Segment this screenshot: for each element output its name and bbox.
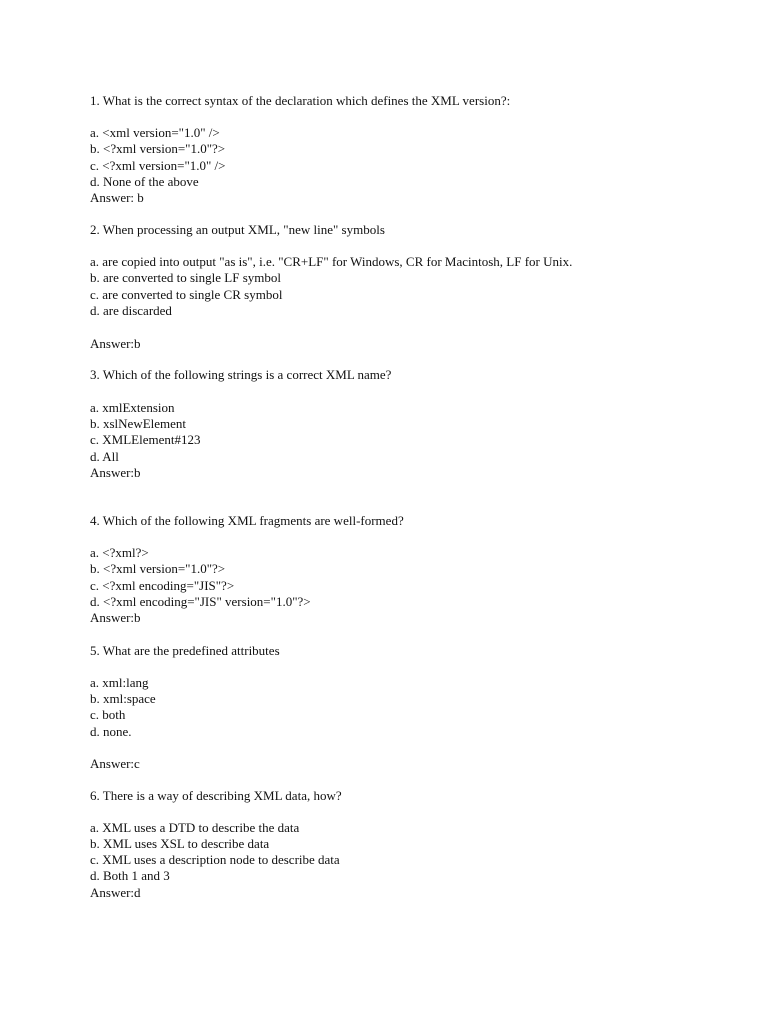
- question-6-option-c: c. XML uses a description node to describe data: [90, 852, 340, 867]
- question-1-option-c: c. <?xml version="1.0" />: [90, 158, 226, 173]
- question-4-option-c: c. <?xml encoding="JIS"?>: [90, 578, 235, 593]
- question-4-option-b: b. <?xml version="1.0"?>: [90, 561, 226, 576]
- question-3-text: 3. Which of the following strings is a correct XML name?: [90, 367, 392, 382]
- question-2-text: 2. When processing an output XML, "new line" symbols: [90, 222, 385, 237]
- question-3-answer: Answer:b: [90, 465, 141, 480]
- question-5-option-c: c. both: [90, 707, 126, 722]
- question-4-option-d: d. <?xml encoding="JIS" version="1.0"?>: [90, 594, 311, 609]
- question-4-option-a: a. <?xml?>: [90, 545, 149, 560]
- question-3-option-b: b. xslNewElement: [90, 416, 187, 431]
- question-1-text: 1. What is the correct syntax of the declaration which defines the XML version?:: [90, 93, 511, 108]
- question-6-answer: Answer:d: [90, 885, 141, 900]
- question-1-option-a: a. <xml version="1.0" />: [90, 125, 220, 140]
- question-3-option-a: a. xmlExtension: [90, 400, 175, 415]
- question-5-option-a: a. xml:lang: [90, 675, 149, 690]
- question-6-text: 6. There is a way of describing XML data, how?: [90, 788, 342, 803]
- question-1-answer: Answer: b: [90, 190, 144, 205]
- question-6-option-a: a. XML uses a DTD to describe the data: [90, 820, 300, 835]
- question-2-option-b: b. are converted to single LF symbol: [90, 270, 281, 285]
- question-2-answer: Answer:b: [90, 336, 141, 351]
- question-2-option-a: a. are copied into output "as is", i.e. "CR+LF" for Windows, CR for Macintosh, LF for Unix.: [90, 254, 573, 269]
- question-2-option-c: c. are converted to single CR symbol: [90, 287, 283, 302]
- question-2-option-d: d. are discarded: [90, 303, 172, 318]
- question-4-text: 4. Which of the following XML fragments are well-formed?: [90, 513, 404, 528]
- question-1-option-b: b. <?xml version="1.0"?>: [90, 141, 226, 156]
- question-4-answer: Answer:b: [90, 610, 141, 625]
- question-3-option-d: d. All: [90, 449, 119, 464]
- question-5-option-b: b. xml:space: [90, 691, 156, 706]
- question-3-option-c: c. XMLElement#123: [90, 432, 201, 447]
- question-1-option-d: d. None of the above: [90, 174, 199, 189]
- question-5-option-d: d. none.: [90, 724, 132, 739]
- question-6-option-d: d. Both 1 and 3: [90, 868, 170, 883]
- question-5-text: 5. What are the predefined attributes: [90, 643, 280, 658]
- question-6-option-b: b. XML uses XSL to describe data: [90, 836, 270, 851]
- question-5-answer: Answer:c: [90, 756, 140, 771]
